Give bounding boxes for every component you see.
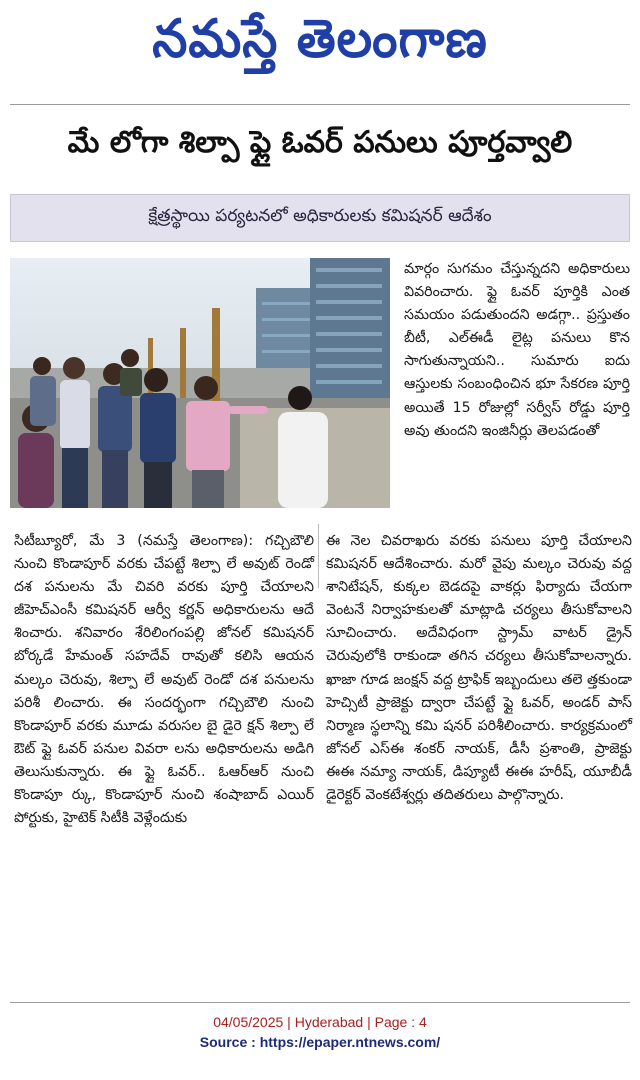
- article-column-right-top: [404, 258, 630, 443]
- paragraph-left: సిటీబ్యూరో, మే 3 (నమస్తే తెలంగాణ): గచ్చిబౌలి నుంచి కొండాపూర్ వరకు చేపట్టే శిల్పా లే అవుట్ రెండో దశ పనులను మే చివరి వరకు పూర్తి చేయాలని జీహెచ్ఎంసీ కమిషనర్ ఆర్వీ కర్ణన్ అధికారులను ఆదే శించారు. శనివారం శేరిలింగంపల్లి జోనల్ కమిషనర్ బోర్కడే హేమంత్ సహదేవ్ రావుతో కలిసి ఆయన మల్కం చెరువు, శిల్పా లే అవుట్ రెండో దశ పనులను పరిశీ లించారు. ఈ సందర్భంగా గచ్చిబౌలి నుంచి కొండాపూర్ వరకు మూడు వరుసల బై డైరె క్షన్ శిల్పా లే ఔట్ ఫ్లై ఓవర్ పనుల వివరా లను అధికారులను అడిగి తెలుసుకున్నారు. ఈ ఫ్లై ఓవర్.. ఓఆర్ఆర్ నుంచి కొండాపూ ర్కు, కొండాపూర్ నుంచి శంషాబాద్ ఎయిర్ పోర్టుకు, హైటెక్ సిటీకి వెళ్లేందుకు: [14, 533, 314, 827]
- masthead: [0, 0, 640, 90]
- article-column-right: [326, 530, 632, 807]
- footer-dateline: 04/05/2025 | Hyderabad | Page : 4: [213, 1014, 427, 1030]
- page-footer: [0, 1012, 640, 1052]
- newspaper-title: నమస్తే తెలంగాణ: [152, 7, 488, 70]
- article-subheadline: క్షేత్రస్థాయి పర్యటనలో అధికారులకు కమిషనర్ ఆదేశం: [10, 194, 630, 242]
- article-photo: [10, 258, 390, 508]
- article-headline: మే లోగా శిల్పా ఫ్లై ఓవర్ పనులు పూర్తవ్వాలి: [67, 125, 573, 160]
- paragraph-right: ఈ నెల చివరాఖరు వరకు పనులు పూర్తి చేయాలని కమిషనర్ ఆదేశించారు. మరో వైపు మల్కం చెరువు వద్ద శానిటేషన్, కుక్కల బెడదపై వాకర్లు ఫిర్యాదు చేయగా వెంటనే నిర్వాహకులతో మాట్లాడి చర్యలు తీసుకోవాలని సూచించారు. అదేవిధంగా స్ట్రామ్ వాటర్ డ్రైన్ చెరువులోకి రాకుండా తగిన చర్యలు తీసుకోవాలన్నారు. ఖాజా గూడ జంక్షన్ వద్ద ట్రాఫిక్ ఇబ్బందులు తలె త్తకుండా హెచ్సిటీ ప్రాజెక్టు ద్వారా చేపట్టే ఫ్లై ఓవర్, అండర్ పాస్ నిర్మాణ స్థలాన్ని కమి షనర్ పరిశీలించారు. కార్యక్రమంలో జోనల్ ఎస్ఈ శంకర్ నాయక్, డీసీ ప్రశాంతి, ప్రాజెక్టు ఈఈ నమ్యా నాయక్, డిప్యూటీ ఈఈ హరీష్, యూబీడీ డైరెక్టర్ వెంకటేశ్వర్లు తదితరులు పాల్గొన్నారు.: [326, 533, 632, 804]
- column-divider: [318, 524, 319, 588]
- footer-source-link[interactable]: Source : https://epaper.ntnews.com/: [199, 1034, 441, 1050]
- footer-divider: [10, 1002, 630, 1003]
- masthead-divider: [10, 104, 630, 105]
- photo-illustration: [10, 258, 390, 508]
- paragraph-right-top: మార్గం సుగమం చేస్తున్నదని అధికారులు వివరించారు. ఫ్లై ఓవర్ పూర్తికి ఎంత సమయం పడుతుందని అడగ్గా.. ప్రస్తుతం బీటీ, ఎల్ఈడీ లైట్ల పనులు కొన సాగుతున్నాయని.. సుమారు ఐదు ఆస్తులకు సంబంధించిన భూ సేకరణ పూర్తి అయితే 15 రోజుల్లో సర్వీస్ రోడ్డు పూర్తి అవు తుందని ఇంజినీర్లు తెలపడంతో: [404, 261, 630, 439]
- article-column-left: [14, 530, 314, 830]
